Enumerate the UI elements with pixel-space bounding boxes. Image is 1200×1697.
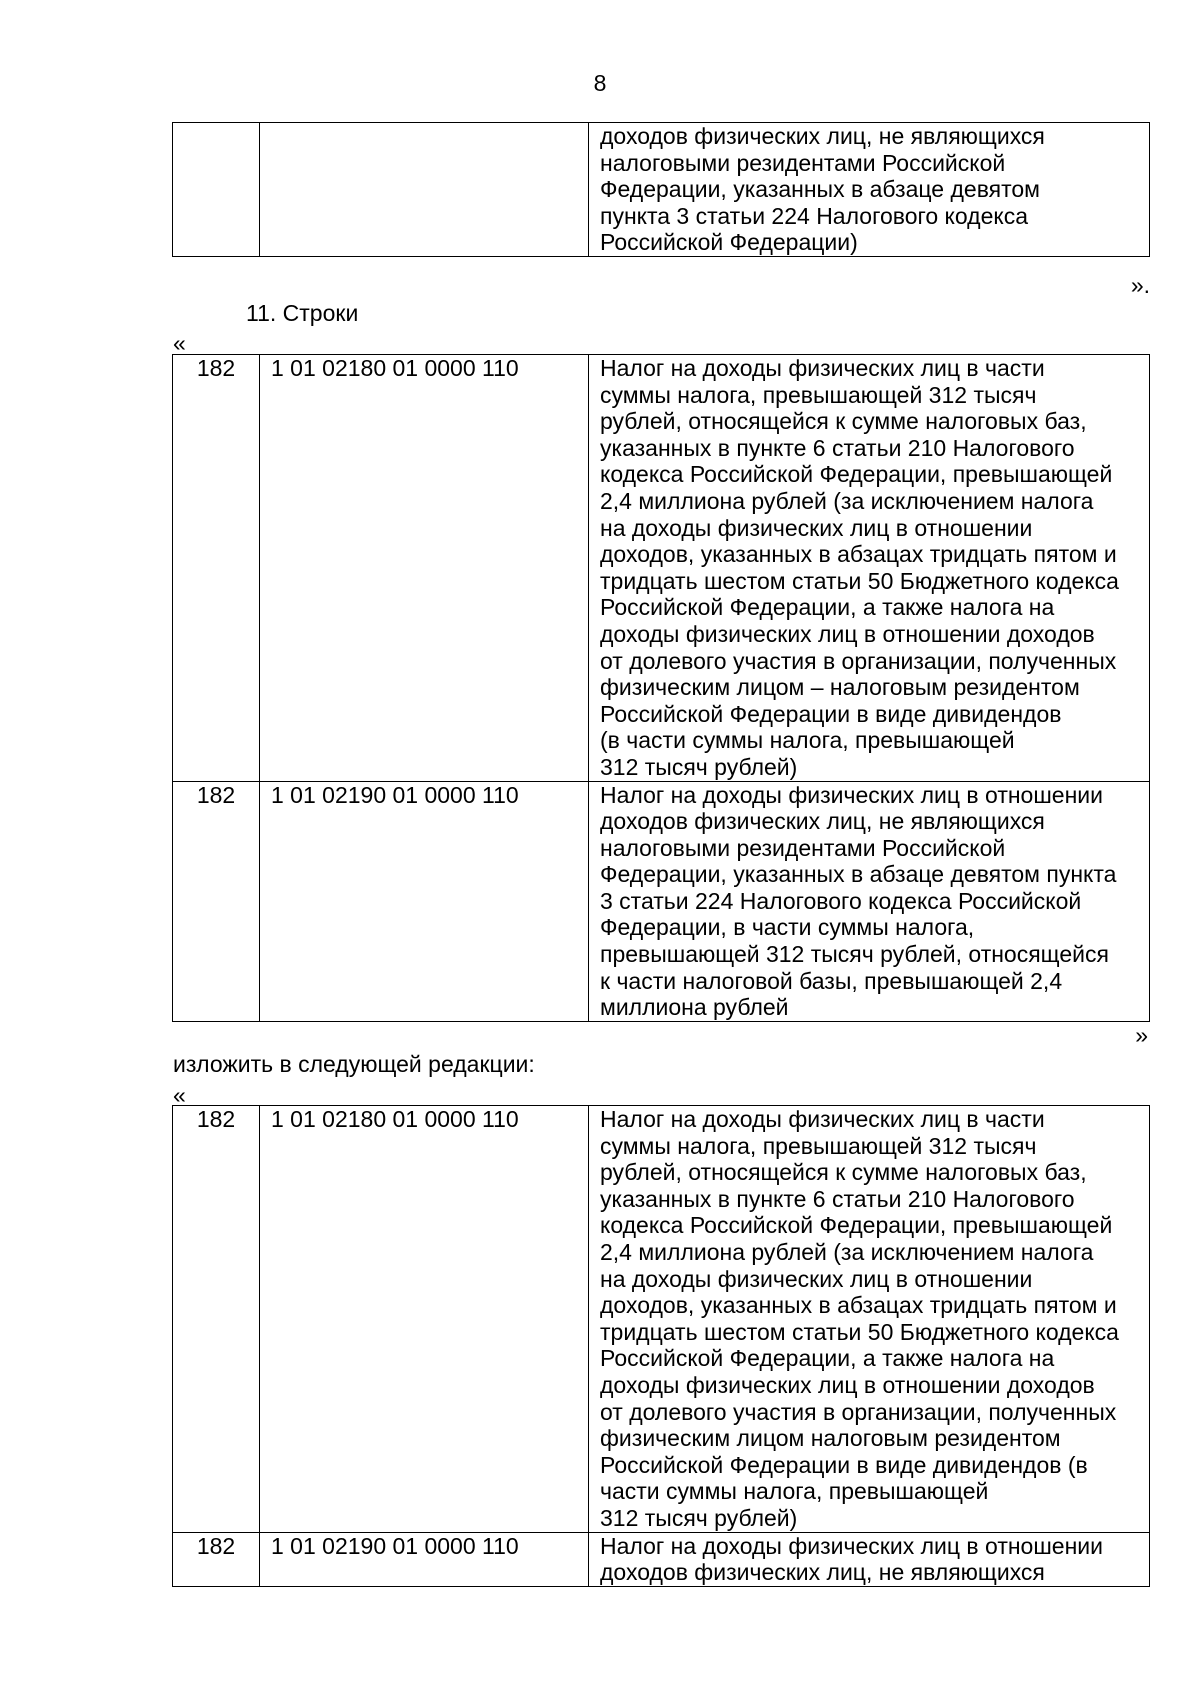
text-line: 3 статьи 224 Налогового кодекса Российской: [600, 887, 1082, 914]
kbk-cell: 1 01 02190 01 0000 110: [260, 781, 589, 1021]
text-line: от долевого участия в организации, полученных: [600, 647, 1117, 674]
text-line: кодекса Российской Федерации, превышающей: [600, 461, 1113, 488]
amendment-intro: изложить в следующей редакции:: [173, 1051, 535, 1077]
text-line: Российской Федерации): [600, 229, 858, 256]
closing-quote: ».: [1130, 272, 1150, 298]
text-line: суммы налога, превышающей 312 тысяч: [600, 1132, 1037, 1159]
text-line: Федерации, указанных в абзаце девятом пункта: [600, 861, 1117, 888]
opening-quote: «: [173, 1082, 186, 1108]
text-line: миллиона рублей: [600, 994, 789, 1021]
description-cell: [589, 781, 1150, 1021]
text-line: Российской Федерации, а также налога на: [600, 594, 1055, 621]
new-rows-table: [172, 1105, 1150, 1587]
text-line: доходов, указанных в абзацах тридцать пятом и: [600, 541, 1117, 568]
code-cell: [173, 123, 260, 257]
opening-quote: «: [173, 330, 186, 356]
admin-code-cell: 182: [173, 1532, 260, 1586]
text-line: налоговыми резидентами Российской: [600, 149, 1006, 176]
text-line: физическим лицом – налоговым резидентом: [600, 674, 1080, 701]
text-line: 2,4 миллиона рублей (за исключением налога: [600, 487, 1094, 514]
page-number: 8: [593, 70, 607, 96]
text-line: доходов физических лиц, не являющихся: [600, 1559, 1045, 1586]
text-line: Налог на доходы физических лиц в отношении: [600, 781, 1103, 808]
text-line: Налог на доходы физических лиц в части: [600, 1106, 1045, 1132]
continued-table: [172, 122, 1150, 257]
table-row: [173, 1106, 1150, 1533]
text-line: доходов физических лиц, не являющихся: [600, 808, 1045, 835]
admin-code-cell: 182: [173, 781, 260, 1021]
text-line: Российской Федерации в виде дивидендов (в: [600, 1451, 1088, 1478]
text-line: Российской Федерации, а также налога на: [600, 1345, 1055, 1372]
text-line: доходов физических лиц, не являющихся: [600, 123, 1045, 149]
admin-code-cell: 182: [173, 355, 260, 782]
text-line: указанных в пункте 6 статьи 210 Налогового: [600, 434, 1075, 461]
description-cell: [589, 1106, 1150, 1533]
admin-code-cell: 182: [173, 1106, 260, 1533]
table-row: [173, 781, 1150, 1021]
kbk-cell: 1 01 02190 01 0000 110: [260, 1532, 589, 1586]
text-line: 312 тысяч рублей): [600, 753, 798, 780]
text-line: на доходы физических лиц в отношении: [600, 514, 1033, 541]
current-rows-table: [172, 354, 1150, 1022]
text-line: на доходы физических лиц в отношении: [600, 1265, 1033, 1292]
text-line: рублей, относящейся к сумме налоговых баз,: [600, 408, 1087, 435]
text-line: Федерации, указанных в абзаце девятом: [600, 176, 1040, 203]
text-line: пункта 3 статьи 224 Налогового кодекса: [600, 202, 1028, 229]
kbk-cell: [260, 123, 589, 257]
text-line: рублей, относящейся к сумме налоговых баз,: [600, 1159, 1087, 1186]
text-line: Федерации, в части суммы налога,: [600, 914, 975, 941]
text-line: физическим лицом налоговым резидентом: [600, 1425, 1061, 1452]
description-cell: [589, 355, 1150, 782]
section-heading: 11. Строки: [246, 300, 359, 326]
table-row: [173, 123, 1150, 257]
text-line: налоговыми резидентами Российской: [600, 834, 1006, 861]
text-line: от долевого участия в организации, полученных: [600, 1398, 1117, 1425]
text-line: (в части суммы налога, превышающей: [600, 727, 1015, 754]
text-line: к части налоговой базы, превышающей 2,4: [600, 967, 1063, 994]
text-line: доходы физических лиц в отношении доходов: [600, 1371, 1095, 1398]
closing-quote: »: [1135, 1022, 1148, 1048]
text-line: превышающей 312 тысяч рублей, относящейся: [600, 941, 1109, 968]
text-line: Налог на доходы физических лиц в отношении: [600, 1532, 1103, 1559]
text-line: указанных в пункте 6 статьи 210 Налогового: [600, 1185, 1075, 1212]
text-line: Российской Федерации в виде дивидендов: [600, 700, 1062, 727]
kbk-cell: 1 01 02180 01 0000 110: [260, 355, 589, 782]
text-line: части суммы налога, превышающей: [600, 1478, 989, 1505]
text-line: тридцать шестом статьи 50 Бюджетного кодекса: [600, 1318, 1119, 1345]
description-cell: [589, 1532, 1150, 1586]
text-line: доходов, указанных в абзацах тридцать пятом и: [600, 1292, 1117, 1319]
text-line: Налог на доходы физических лиц в части: [600, 355, 1045, 381]
text-line: тридцать шестом статьи 50 Бюджетного кодекса: [600, 567, 1119, 594]
description-cell: [589, 123, 1150, 257]
table-row: [173, 1532, 1150, 1586]
text-line: суммы налога, превышающей 312 тысяч: [600, 381, 1037, 408]
text-line: кодекса Российской Федерации, превышающей: [600, 1212, 1113, 1239]
kbk-cell: 1 01 02180 01 0000 110: [260, 1106, 589, 1533]
text-line: 2,4 миллиона рублей (за исключением налога: [600, 1238, 1094, 1265]
table-row: [173, 355, 1150, 782]
text-line: 312 тысяч рублей): [600, 1504, 798, 1531]
text-line: доходы физических лиц в отношении доходов: [600, 620, 1095, 647]
